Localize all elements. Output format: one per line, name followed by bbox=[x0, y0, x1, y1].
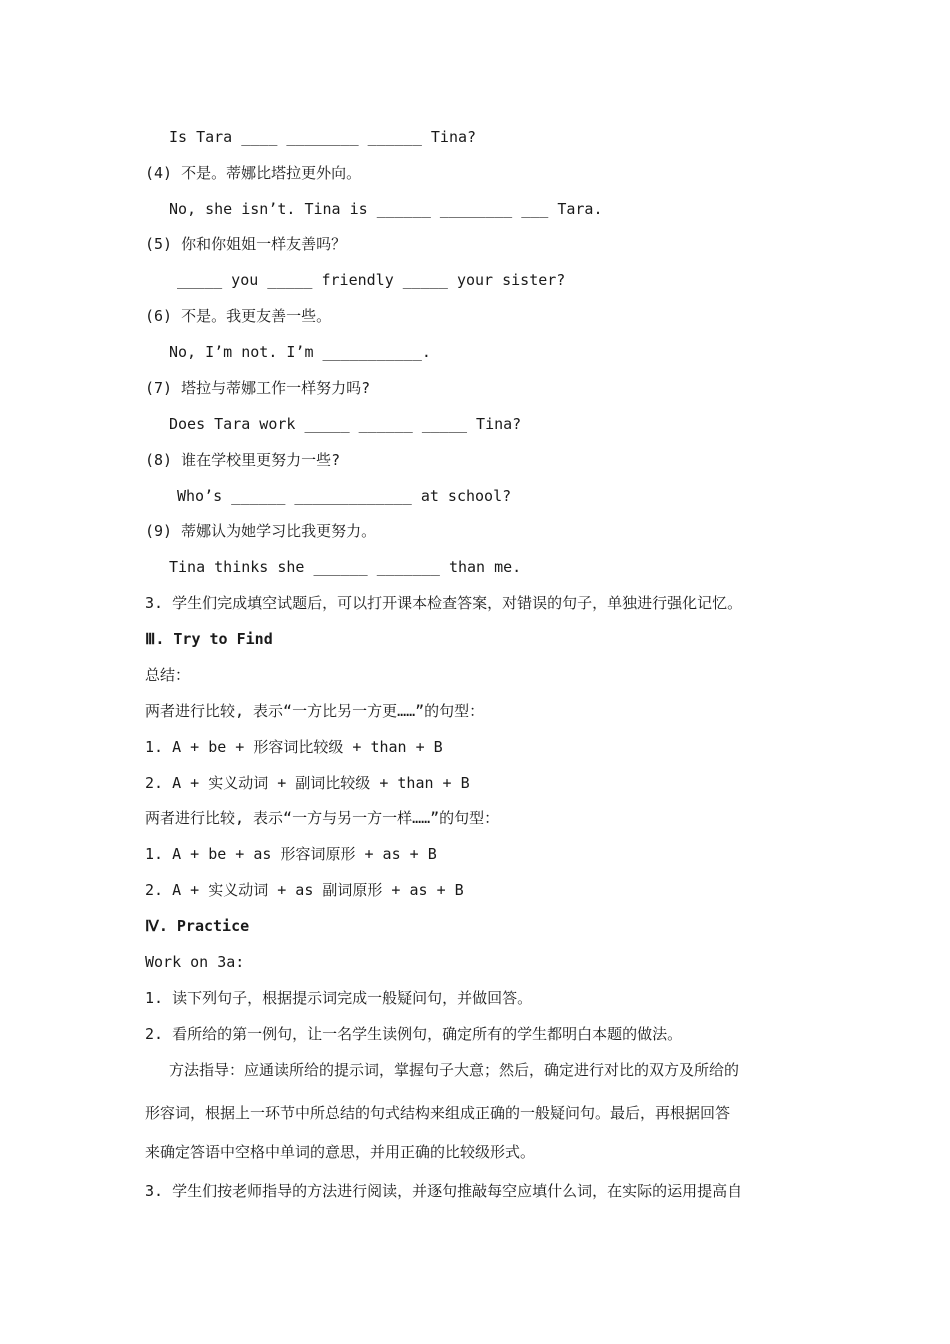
practice-step-3: 3. 学生们按老师指导的方法进行阅读，并逐句推敲每空应填什么词，在实际的运用提高自 bbox=[145, 1182, 743, 1200]
step-3-instruction: 3. 学生们完成填空试题后，可以打开课本检查答案，对错误的句子，单独进行强化记忆。 bbox=[145, 594, 743, 612]
work-on-3a: Work on 3a: bbox=[145, 953, 245, 971]
pattern-3: 1. A + be + as 形容词原形 + as + B bbox=[145, 845, 437, 863]
equality-pattern-title: 两者进行比较, 表示“一方与另一方一样……”的句型： bbox=[145, 809, 500, 827]
item-9-prompt: (9) 蒂娜认为她学习比我更努力。 bbox=[145, 522, 377, 540]
pattern-4: 2. A + 实义动词 + as 副词原形 + as + B bbox=[145, 881, 464, 899]
item-6-prompt: (6) 不是。我更友善一些。 bbox=[145, 307, 332, 325]
item-9-answer: Tina thinks she ______ _______ than me. bbox=[169, 558, 522, 576]
method-paragraph-line-1: 方法指导：应通读所给的提示词，掌握句子大意；然后，确定进行对比的双方及所给的 bbox=[169, 1061, 740, 1079]
method-paragraph-line-2: 形容词，根据上一环节中所总结的句式结构来组成正确的一般疑问句。最后，再根据回答 bbox=[145, 1104, 731, 1122]
section-iv-heading: Ⅳ. Practice bbox=[145, 917, 250, 935]
item-5-answer: _____ you _____ friendly _____ your sister? bbox=[177, 271, 566, 289]
summary-label: 总结： bbox=[145, 666, 191, 684]
item-7-answer: Does Tara work _____ ______ _____ Tina? bbox=[169, 415, 522, 433]
item-4-answer: No, she isn’t. Tina is ______ ________ ___ Tara. bbox=[169, 200, 603, 218]
item-4-prompt: (4) 不是。蒂娜比塔拉更外向。 bbox=[145, 164, 362, 182]
exercise-3-question: Is Tara ____ ________ ______ Tina? bbox=[169, 128, 477, 146]
item-5-prompt: (5) 你和你姐姐一样友善吗？ bbox=[145, 235, 347, 253]
item-7-prompt: (7) 塔拉与蒂娜工作一样努力吗? bbox=[145, 379, 371, 397]
item-8-answer: Who’s ______ _____________ at school? bbox=[177, 487, 512, 505]
pattern-2: 2. A + 实义动词 + 副词比较级 + than + B bbox=[145, 774, 470, 792]
section-iii-heading: Ⅲ. Try to Find bbox=[145, 630, 273, 648]
method-paragraph-line-3: 来确定答语中空格中单词的意思，并用正确的比较级形式。 bbox=[145, 1143, 536, 1161]
practice-step-2: 2. 看所给的第一例句，让一名学生读例句，确定所有的学生都明白本题的做法。 bbox=[145, 1025, 683, 1043]
comparative-pattern-title: 两者进行比较, 表示“一方比另一方更……”的句型： bbox=[145, 702, 485, 720]
pattern-1: 1. A + be + 形容词比较级 + than + B bbox=[145, 738, 443, 756]
item-6-answer: No, I’m not. I’m ___________. bbox=[169, 343, 431, 361]
item-8-prompt: (8) 谁在学校里更努力一些? bbox=[145, 451, 341, 469]
practice-step-1: 1. 读下列句子，根据提示词完成一般疑问句，并做回答。 bbox=[145, 989, 533, 1007]
